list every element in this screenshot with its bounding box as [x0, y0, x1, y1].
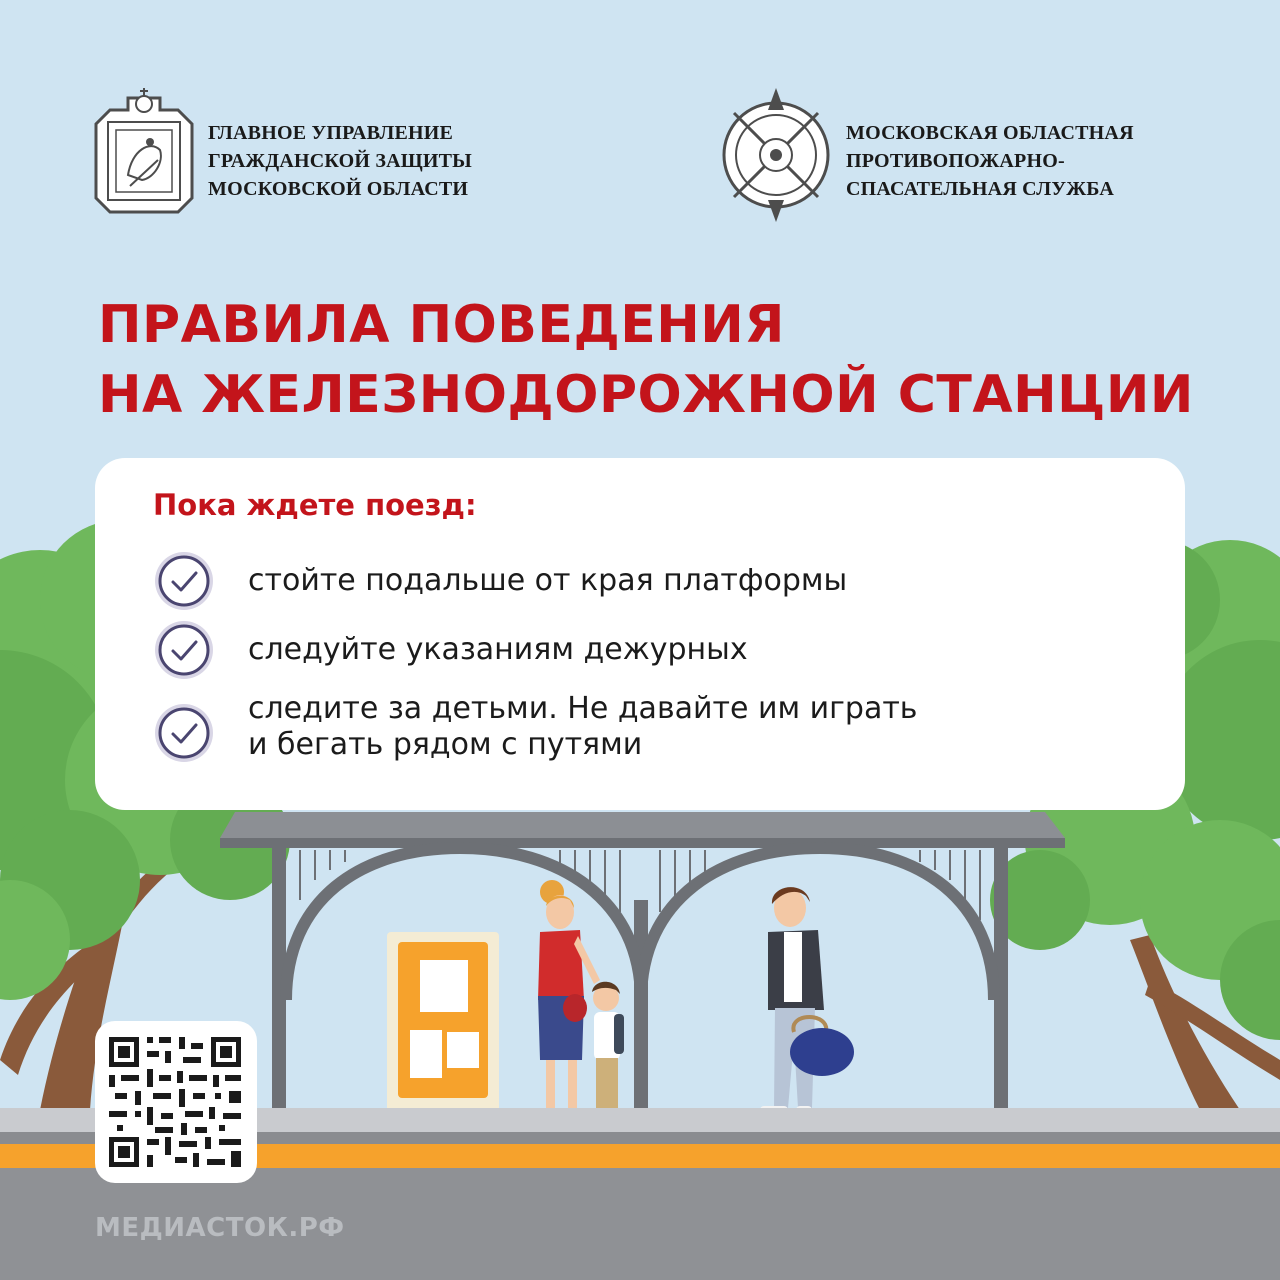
rule-item: [153, 691, 918, 764]
right-org-line: МОСКОВСКАЯ ОБЛАСТНАЯ: [846, 122, 1134, 144]
qr-code-card[interactable]: [95, 1021, 257, 1183]
rule-text-line: следите за детьми. Не давайте им играть: [248, 691, 918, 726]
left-org-name: [208, 119, 472, 203]
left-org-line: МОСКОВСКОЙ ОБЛАСТИ: [208, 178, 469, 200]
rule-text-line: следуйте указаниям дежурных: [248, 632, 748, 667]
rule-text: [248, 691, 917, 763]
rules-card: [95, 458, 1185, 810]
check-circle-icon: [153, 619, 215, 681]
check-circle-icon: [153, 550, 215, 612]
check-circle-icon: [153, 702, 215, 764]
rule-item: [153, 550, 847, 612]
rule-text-line: стойте подальше от края платформы: [248, 563, 848, 598]
right-org-line: ПРОТИВОПОЖАРНО-: [846, 150, 1065, 172]
rule-text-line: и бегать рядом с путями: [248, 727, 643, 762]
title-line-1: ПРАВИЛА ПОВЕДЕНИЯ: [98, 295, 785, 355]
title-line-2: НА ЖЕЛЕЗНОДОРОЖНОЙ СТАНЦИИ: [98, 365, 1194, 425]
rule-item: [153, 619, 748, 681]
info-board: [387, 932, 499, 1116]
source-watermark: МЕДИАСТОК.РФ: [95, 1213, 345, 1243]
rule-text: [248, 632, 748, 668]
qr-code-icon: [95, 1021, 257, 1183]
rules-heading: Пока ждете поезд:: [153, 488, 477, 522]
right-org-line: СПАСАТЕЛЬНАЯ СЛУЖБА: [846, 178, 1115, 200]
right-org-name: [846, 119, 1134, 203]
rule-text: [248, 563, 847, 599]
left-org-line: ГЛАВНОЕ УПРАВЛЕНИЕ: [208, 122, 454, 144]
page-title: [98, 290, 1194, 430]
left-org-line: ГРАЖДАНСКОЙ ЗАЩИТЫ: [208, 150, 473, 172]
